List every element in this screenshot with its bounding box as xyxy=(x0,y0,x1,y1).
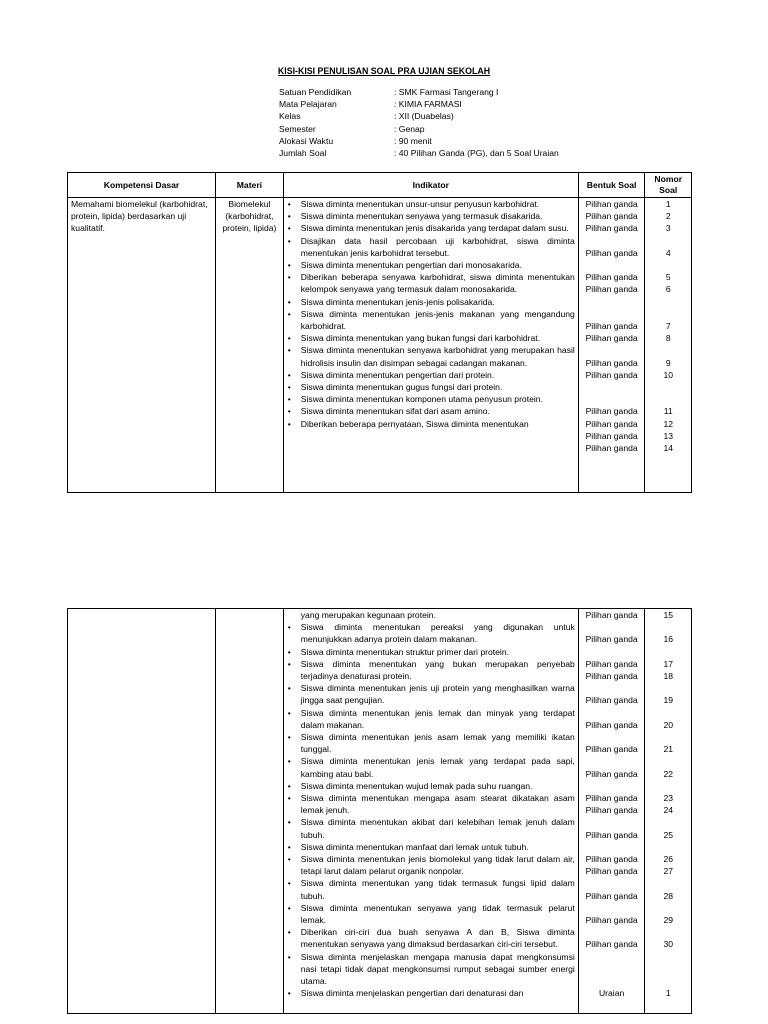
materi-cell: Biomelekul (karbohidrat, protein, lipida) xyxy=(216,198,284,493)
indikator-item: • Siswa diminta menentukan jenis-jenis makanan yang mengandung karbohidrat. xyxy=(287,308,575,332)
bentuk-soal-value xyxy=(582,707,642,719)
meta-row-satuan xyxy=(279,86,559,98)
indikator-cell xyxy=(283,198,578,493)
bentuk-soal-value: Pilihan ganda xyxy=(585,719,638,730)
nomor-soal-value: 26 xyxy=(663,854,673,865)
nomor-soal-value xyxy=(648,381,688,393)
nomor-soal-value xyxy=(648,344,688,356)
indikator-item: • Siswa diminta menentukan jenis uji protein yang menghasilkan warna jingga saat pengujian. xyxy=(287,682,575,706)
indikator-item: • Disajikan data hasil percobaan uji karbohidrat, siswa diminta menentukan jenis karbohidrat tersebut. xyxy=(287,235,575,259)
nomor-soal-value: 20 xyxy=(663,719,673,730)
nomor-soal-value: 10 xyxy=(663,369,673,380)
nomor-soal-value: 22 xyxy=(663,768,673,779)
nomor-soal-value xyxy=(648,296,688,308)
bentuk-soal-value: Pilihan ganda xyxy=(585,284,638,295)
bentuk-soal-cell xyxy=(578,198,645,493)
kisi-kisi-table-page-2 xyxy=(67,608,692,1014)
nomor-soal-value: 6 xyxy=(665,284,671,295)
indikator-item: • Diberikan beberapa senyawa karbohidrat, siswa diminta menentukan kelompok senyawa yang termasuk dalam monosakarida. xyxy=(287,271,575,295)
bentuk-soal-value xyxy=(582,344,642,356)
indikator-item: • Siswa diminta menentukan pengertian dari protein. xyxy=(287,369,575,381)
nomor-soal-value: 21 xyxy=(663,744,673,755)
meta-row-kelas xyxy=(279,110,559,122)
nomor-soal-value: 24 xyxy=(663,805,673,816)
nomor-soal-value xyxy=(648,902,688,914)
indikator-item: • Siswa diminta menentukan pengertian dari monosakarida. xyxy=(287,259,575,271)
nomor-soal-value: 23 xyxy=(663,793,673,804)
bentuk-soal-value: Pilihan ganda xyxy=(585,610,638,620)
indikator-item: • Siswa diminta menentukan wujud lemak pada suhu ruangan. xyxy=(287,780,575,792)
bentuk-soal-value xyxy=(582,296,642,308)
nomor-soal-value xyxy=(648,731,688,743)
bentuk-soal-value: Pilihan ganda xyxy=(585,321,638,332)
bentuk-soal-value: Pilihan ganda xyxy=(585,211,638,222)
bentuk-soal-value xyxy=(582,877,642,889)
indikator-item: • Diberikan ciri-ciri dua buah senyawa A dan B, Siswa diminta menentukan senyawa yang dimaksud berdasarkan ciri-ciri tersebut. xyxy=(287,926,575,950)
nomor-soal-cell xyxy=(645,198,692,493)
bentuk-soal-value xyxy=(582,975,642,987)
bentuk-soal-value xyxy=(582,780,642,792)
table-row xyxy=(68,198,692,493)
bentuk-soal-value xyxy=(582,308,642,320)
bentuk-soal-value xyxy=(582,235,642,247)
nomor-soal-value xyxy=(648,841,688,853)
indikator-item: • Diberikan beberapa pernyataan, Siswa diminta menentukan xyxy=(287,418,575,430)
nomor-soal-value: 1 xyxy=(665,199,671,209)
bentuk-soal-value: Pilihan ganda xyxy=(585,443,638,454)
nomor-soal-value xyxy=(648,235,688,247)
nomor-soal-value: 14 xyxy=(663,443,673,454)
indikator-continuation: yang merupakan kegunaan protein. xyxy=(300,610,436,620)
materi-cell xyxy=(216,609,284,1014)
meta-row-mapel xyxy=(279,98,559,110)
bentuk-soal-value: Pilihan ganda xyxy=(585,369,638,380)
bentuk-soal-value xyxy=(582,963,642,975)
nomor-soal-value: 30 xyxy=(663,939,673,950)
bentuk-soal-value: Pilihan ganda xyxy=(585,695,638,706)
bentuk-soal-value: Pilihan ganda xyxy=(585,223,638,234)
meta-label: Alokasi Waktu xyxy=(279,135,334,146)
indikator-item: • Siswa diminta menentukan jenis asam lemak yang memiliki ikatan tunggal. xyxy=(287,731,575,755)
nomor-soal-value: 29 xyxy=(663,915,673,926)
bentuk-soal-value: Pilihan ganda xyxy=(585,658,638,669)
nomor-soal-cell xyxy=(645,609,692,1014)
bentuk-soal-value: Pilihan ganda xyxy=(585,357,638,368)
bentuk-soal-value xyxy=(582,381,642,393)
table-header-row xyxy=(68,173,692,198)
nomor-soal-value xyxy=(648,951,688,963)
meta-row-semester xyxy=(279,123,559,135)
nomor-soal-value: 8 xyxy=(665,333,671,344)
indikator-item: • Siswa diminta menentukan komponen utama penyusun protein. xyxy=(287,393,575,405)
nomor-soal-value: 15 xyxy=(663,610,673,620)
document-title: KISI-KISI PENULISAN SOAL PRA UJIAN SEKOLAH xyxy=(277,66,491,76)
nomor-soal-value xyxy=(648,707,688,719)
bentuk-soal-value: Pilihan ganda xyxy=(585,418,638,429)
indikator-item: • Siswa diminta menentukan yang tidak termasuk fungsi lipid dalam tubuh. xyxy=(287,877,575,901)
bentuk-soal-value: Uraian xyxy=(598,988,625,999)
bentuk-soal-value: Pilihan ganda xyxy=(585,793,638,804)
nomor-soal-value: 5 xyxy=(665,272,671,283)
nomor-soal-value: 2 xyxy=(665,211,671,222)
kompetensi-dasar-cell xyxy=(68,609,216,1014)
document-meta xyxy=(279,86,559,159)
indikator-item: • Siswa diminta menentukan sifat dari asam amino. xyxy=(287,405,575,417)
meta-label: Semester xyxy=(279,123,316,134)
indikator-item: • Siswa diminta menentukan senyawa yang termasuk disakarida. xyxy=(287,210,575,222)
indikator-item: • Siswa diminta menentukan yang bukan fungsi dari karbohidrat. xyxy=(287,332,575,344)
bentuk-soal-value: Pilihan ganda xyxy=(585,744,638,755)
nomor-soal-value: 27 xyxy=(663,866,673,877)
indikator-cell xyxy=(283,609,578,1014)
bentuk-soal-value: Pilihan ganda xyxy=(585,634,638,645)
nomor-soal-value xyxy=(648,755,688,767)
bentuk-soal-value: Pilihan ganda xyxy=(585,199,638,209)
nomor-soal-value: 16 xyxy=(663,634,673,645)
indikator-item: • Siswa diminta menentukan struktur primer dari protein. xyxy=(287,646,575,658)
meta-label: Satuan Pendidikan xyxy=(279,87,352,97)
bentuk-soal-value: Pilihan ganda xyxy=(585,430,638,441)
nomor-soal-value: 28 xyxy=(663,890,673,901)
header-kompetensi-dasar: Kompetensi Dasar xyxy=(68,173,216,198)
kisi-kisi-table-page-1 xyxy=(67,172,692,493)
nomor-soal-value xyxy=(648,393,688,405)
meta-value: : 90 menit xyxy=(394,135,432,146)
bentuk-soal-cell xyxy=(578,609,645,1014)
header-indikator: Indikator xyxy=(283,173,578,198)
bentuk-soal-value xyxy=(582,259,642,271)
meta-value: : XII (Duabelas) xyxy=(394,111,454,122)
meta-label: Mata Pelajaran xyxy=(279,99,337,110)
indikator-item: • Siswa diminta menentukan akibat dari kelebihan lemak jenuh dalam tubuh. xyxy=(287,816,575,840)
indikator-item: • Siswa diminta menentukan yang bukan merupakan penyebab terjadinya denaturasi protein. xyxy=(287,658,575,682)
bentuk-soal-value: Pilihan ganda xyxy=(585,829,638,840)
nomor-soal-value xyxy=(648,682,688,694)
nomor-soal-value xyxy=(648,816,688,828)
nomor-soal-value: 19 xyxy=(663,695,673,706)
bentuk-soal-value: Pilihan ganda xyxy=(585,272,638,283)
meta-value: : KIMIA FARMASI xyxy=(394,99,462,110)
nomor-soal-value: 11 xyxy=(663,406,673,417)
bentuk-soal-value: Pilihan ganda xyxy=(585,247,638,258)
meta-value: : SMK Farmasi Tangerang I xyxy=(394,87,499,97)
meta-row-jumlah xyxy=(279,147,559,159)
nomor-soal-value xyxy=(648,259,688,271)
nomor-soal-value xyxy=(648,975,688,987)
nomor-soal-value: 4 xyxy=(665,247,671,258)
bentuk-soal-value xyxy=(582,841,642,853)
indikator-item: • Siswa diminta menentukan jenis disakarida yang terdapat dalam susu. xyxy=(287,222,575,234)
bentuk-soal-value xyxy=(582,621,642,633)
nomor-soal-value: 9 xyxy=(665,357,671,368)
bentuk-soal-value xyxy=(582,393,642,405)
nomor-soal-value xyxy=(648,780,688,792)
meta-value: : Genap xyxy=(394,123,425,134)
indikator-item: • Siswa diminta menentukan senyawa yang tidak termasuk pelarut lemak. xyxy=(287,902,575,926)
bentuk-soal-value xyxy=(582,755,642,767)
bentuk-soal-value xyxy=(582,926,642,938)
indikator-item: • Siswa diminta menentukan jenis lemak yang terdapat pada sapi, kambing atau babi. xyxy=(287,755,575,779)
indikator-item: • Siswa diminta menentukan gugus fungsi dari protein. xyxy=(287,381,575,393)
meta-row-alokasi xyxy=(279,135,559,147)
indikator-item: • Siswa diminta menentukan mengapa asam stearat dikatakan asam lemak jenuh. xyxy=(287,792,575,816)
nomor-soal-value: 25 xyxy=(663,829,673,840)
bentuk-soal-value: Pilihan ganda xyxy=(585,866,638,877)
nomor-soal-value: 12 xyxy=(663,418,673,429)
indikator-list xyxy=(287,621,575,999)
indikator-item: • Siswa diminta menjelaskan mengapa manusia dapat mengkonsumsi nasi tetapi tidak dapat mengkonsumsi rumput sebagai sumber energi utama. xyxy=(287,951,575,988)
nomor-soal-value xyxy=(648,926,688,938)
nomor-soal-value: 3 xyxy=(665,223,671,234)
header-bentuk-soal: Bentuk Soal xyxy=(578,173,645,198)
indikator-item: • Siswa diminta menentukan jenis lemak dan minyak yang terdapat dalam makanan. xyxy=(287,707,575,731)
indikator-item: • Siswa diminta menentukan jenis-jenis polisakarida. xyxy=(287,296,575,308)
nomor-soal-value: 13 xyxy=(663,430,673,441)
nomor-soal-value xyxy=(648,963,688,975)
bentuk-soal-value xyxy=(582,816,642,828)
kompetensi-dasar-cell: Memahami biomelekul (karbohidrat, protein, lipida) berdasarkan uji kualitatif. xyxy=(68,198,216,493)
nomor-soal-value: 7 xyxy=(665,321,671,332)
bentuk-soal-value xyxy=(582,731,642,743)
bentuk-soal-value xyxy=(582,951,642,963)
indikator-item: • Siswa diminta menjelaskan pengertian dari denaturasi dan xyxy=(287,987,575,999)
bentuk-soal-value: Pilihan ganda xyxy=(585,915,638,926)
meta-value: : 40 Pilihan Ganda (PG), dan 5 Soal Uraian xyxy=(394,147,559,158)
bentuk-soal-value xyxy=(582,902,642,914)
nomor-soal-value xyxy=(648,621,688,633)
indikator-item: • Siswa diminta menentukan unsur-unsur penyusun karbohidrat. xyxy=(287,198,575,210)
bentuk-soal-value: Pilihan ganda xyxy=(585,854,638,865)
bentuk-soal-value: Pilihan ganda xyxy=(585,805,638,816)
indikator-item: • Siswa diminta menentukan manfaat dari lemak untuk tubuh. xyxy=(287,841,575,853)
nomor-soal-value xyxy=(648,308,688,320)
bentuk-soal-value xyxy=(582,646,642,658)
indikator-item: • Siswa diminta menentukan pereaksi yang digunakan untuk menunjukkan adanya protein dalam makanan. xyxy=(287,621,575,645)
nomor-soal-value: 17 xyxy=(663,658,673,669)
header-materi: Materi xyxy=(216,173,284,198)
bentuk-soal-value xyxy=(582,682,642,694)
bentuk-soal-value: Pilihan ganda xyxy=(585,671,638,682)
bentuk-soal-value: Pilihan ganda xyxy=(585,406,638,417)
bentuk-soal-value: Pilihan ganda xyxy=(585,939,638,950)
bentuk-soal-value: Pilihan ganda xyxy=(585,768,638,779)
nomor-soal-value xyxy=(648,646,688,658)
indikator-item: • Siswa diminta menentukan jenis biomolekul yang tidak larut dalam air, tetapi larut dalam pelarut organik nonpolar. xyxy=(287,853,575,877)
bentuk-soal-value: Pilihan ganda xyxy=(585,890,638,901)
nomor-soal-value: 18 xyxy=(663,671,673,682)
bentuk-soal-value: Pilihan ganda xyxy=(585,333,638,344)
indikator-list xyxy=(287,198,575,430)
indikator-item: • Siswa diminta menentukan senyawa karbohidrat yang merupakan hasil hidrolisis insulin dan disimpan sebagai cadangan makanan. xyxy=(287,344,575,368)
meta-label: Jumlah Soal xyxy=(279,147,327,158)
meta-label: Kelas xyxy=(279,111,301,122)
table-row xyxy=(68,609,692,1014)
header-nomor-soal: Nomor Soal xyxy=(645,173,692,198)
nomor-soal-value: 1 xyxy=(665,988,671,999)
nomor-soal-value xyxy=(648,877,688,889)
